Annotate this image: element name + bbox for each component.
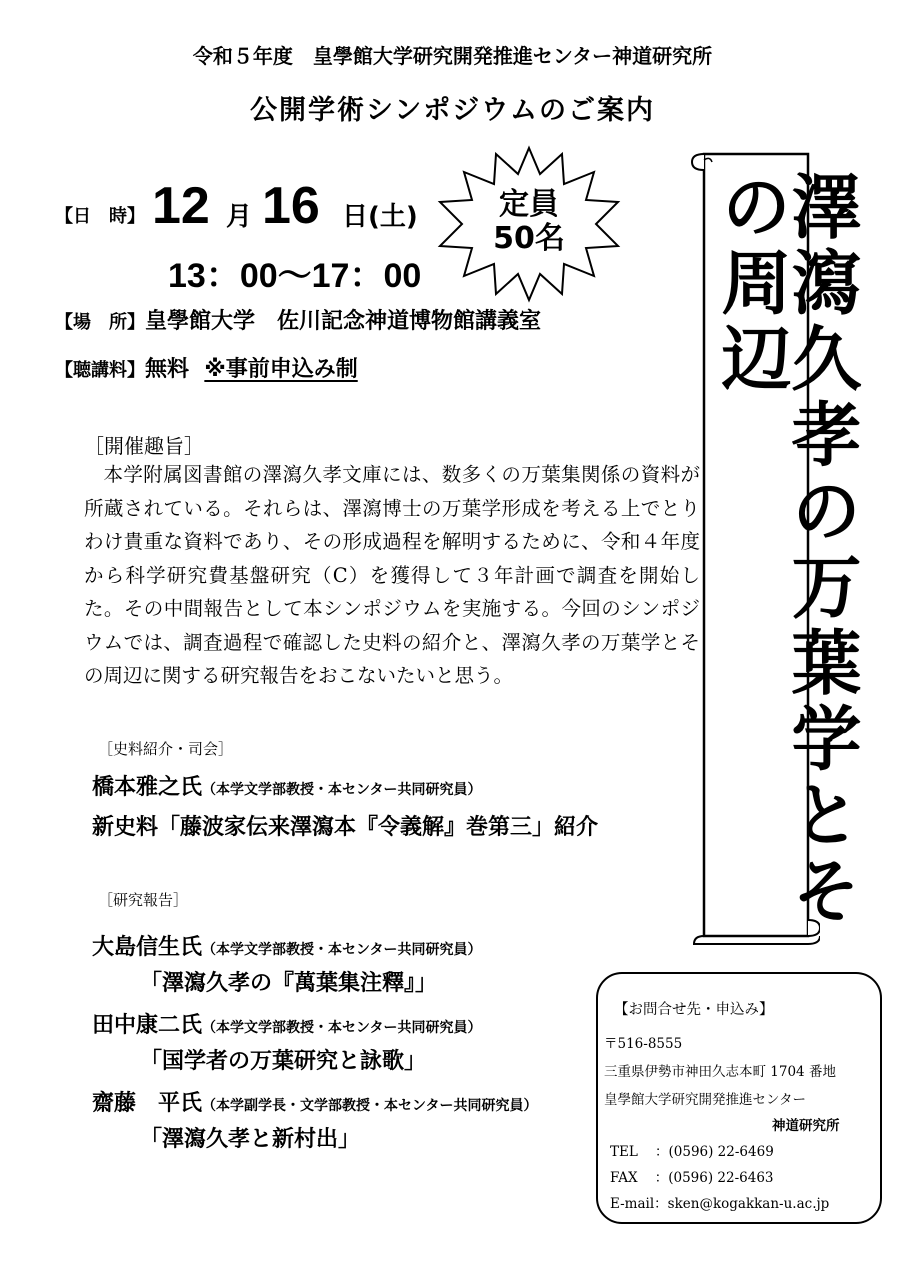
speaker-entry <box>92 1086 537 1117</box>
title-scroll <box>690 140 863 950</box>
speaker-talk-title: 「澤瀉久孝と新村出」 <box>140 1127 361 1152</box>
fee-label: 【聴講料】 <box>55 360 145 381</box>
speaker-name: 齋藤 平氏 <box>92 1091 203 1116</box>
contact-title: 【お問合せ先・申込み】 <box>614 1002 774 1018</box>
tel-label: TEL <box>610 1144 638 1160</box>
capacity-value: 50名 <box>493 221 565 256</box>
event-time: 13：00～17：00 <box>168 257 422 295</box>
intro-talk-title: 新史料「藤波家伝来澤瀉本『令義解』巻第三」紹介 <box>92 815 599 840</box>
contact-dept: 神道研究所 <box>772 1118 840 1134</box>
intro-speaker-name: 橋本雅之氏 <box>92 775 203 800</box>
registration-note: ※事前申込み制 <box>204 357 358 382</box>
speaker-affiliation: （本学文学部教授・本センター共同研究員） <box>202 1020 482 1036</box>
capacity-label: 定員 <box>499 187 559 222</box>
intro-speaker-affiliation: （本学文学部教授・本センター共同研究員） <box>202 782 482 798</box>
speaker-affiliation: （本学文学部教授・本センター共同研究員） <box>202 942 482 958</box>
speaker-name: 田中康二氏 <box>92 1013 203 1038</box>
date-day-unit: 日(土) <box>342 202 418 232</box>
date-month-unit: 月 <box>226 202 253 232</box>
purpose-heading: ［開催趣旨］ <box>84 434 204 458</box>
date-month: 12 <box>152 177 210 235</box>
speaker-entry <box>92 930 481 961</box>
capacity-badge <box>436 144 622 304</box>
speaker-affiliation: （本学副学長・文学部教授・本センター共同研究員） <box>202 1098 538 1114</box>
organizer-header: 令和５年度 皇學館大学研究開発推進センター神道研究所 <box>192 44 713 68</box>
intro-section-label: ［史料紹介・司会］ <box>98 740 234 758</box>
email-link[interactable]: ：sken@kogakkan-u.ac.jp <box>654 1196 830 1212</box>
contact-address: 三重県伊勢市神田久志本町 1704 番地 <box>604 1064 836 1080</box>
purpose-text: 本学附属図書館の澤瀉久孝文庫には、数多くの万葉集関係の資料が所蔵されている。それらは、澤瀉博士の万葉学形成を考える上でとりわけ貴重な資料であり、その形成過程を解明するために、令和４年度から科学研究費基盤研究（C）を獲得して３年計画で調査を開始した。その中間報告として本シンポジウムを実施する。今回のシンポジウムでは、調査過程で確認した史料の紹介と、澤瀉久孝の万葉学とその周辺に関する研究報告をおこないたいと思う。 <box>84 463 700 687</box>
speaker-talk-title: 「澤瀉久孝の『萬葉集注釋』」 <box>140 971 438 996</box>
reports-section-label: ［研究報告］ <box>98 891 189 909</box>
datetime-label: 【日 時】 <box>55 206 145 227</box>
fee-value: 無料 <box>145 357 190 382</box>
date-day: 16 <box>262 177 320 235</box>
speaker-talk-title: 「国学者の万葉研究と詠歌」 <box>140 1049 427 1074</box>
main-title: 澤瀉久孝の万葉学とその周辺 <box>710 170 863 930</box>
contact-postal: 〒516-8555 <box>604 1036 683 1052</box>
page-title: 公開学術シンポジウムのご案内 <box>249 95 656 126</box>
speaker-name: 大島信生氏 <box>92 935 203 960</box>
fax-value: ：(0596) 22-6463 <box>654 1170 774 1186</box>
email-label: E-mail <box>610 1196 655 1212</box>
venue-value: 皇學館大学 佐川記念神道博物館講義室 <box>145 309 542 334</box>
speaker-entry <box>92 1008 481 1039</box>
venue-label: 【場 所】 <box>55 312 145 333</box>
tel-value[interactable]: ：(0596) 22-6469 <box>655 1144 774 1160</box>
contact-org: 皇學館大学研究開発推進センター <box>604 1092 806 1108</box>
fax-label: FAX <box>610 1170 638 1186</box>
